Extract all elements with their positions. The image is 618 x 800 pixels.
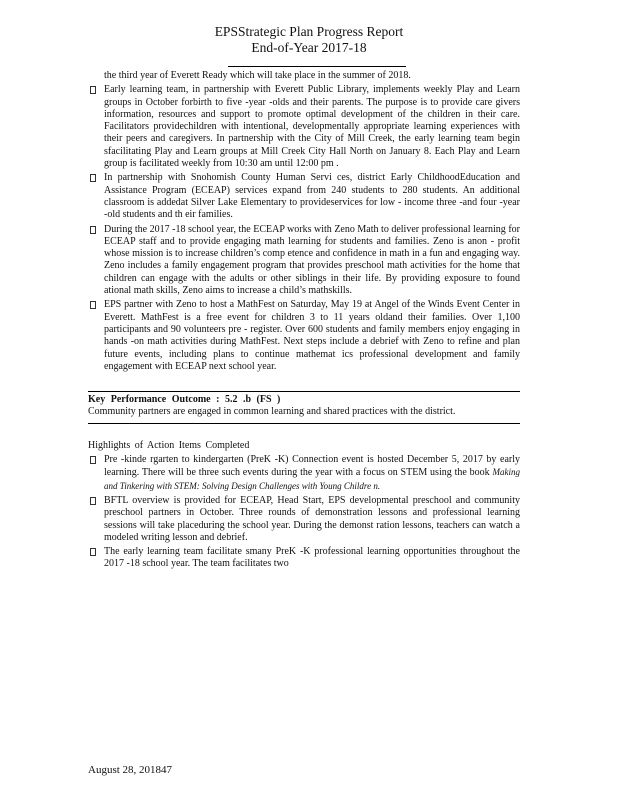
key-performance-outcome	[88, 391, 520, 424]
page-footer: August 28, 201847	[88, 764, 173, 776]
document-body	[88, 70, 520, 573]
bullet-text: Pre -kinde rgarten to kindergarten (PreK -K) Connection event is hosted December 5, 2017 by early learning. There will be three such events during the year with a focus on STEM using the book	[104, 454, 520, 479]
bullet-item	[88, 495, 520, 544]
bullet-box-icon	[90, 174, 96, 182]
bullet-box-icon	[90, 548, 96, 556]
bullet-box-icon	[90, 226, 96, 234]
title-underline	[228, 66, 406, 67]
bullet-box-icon	[90, 301, 96, 309]
report-subtitle: End-of-Year 2017-18	[251, 40, 367, 55]
bullet-item	[88, 299, 520, 373]
highlights-heading: Highlights of Action Items Completed	[88, 439, 250, 451]
bullet-item	[88, 172, 520, 221]
continuation-text: the third year of Everett Ready which will take place in the summer of 2018.	[104, 70, 411, 81]
bullet-text: The early learning team facilitate smany PreK -K professional learning opportunities throughout the 2017 -18 school year. The team facilitates two	[104, 546, 520, 570]
bullet-item	[88, 454, 520, 493]
bullet-item	[88, 224, 520, 298]
bullet-box-icon	[90, 86, 96, 94]
bullet-item	[88, 84, 520, 170]
kpo-title: Key Performance Outcome : 5.2 .b (FS )	[88, 394, 281, 406]
bullet-box-icon	[90, 497, 96, 505]
bullet-text: During the 2017 -18 school year, the ECEAP works with Zeno Math to deliver professional learning for ECEAP staff and to provide engaging math learning for students and families. Zeno is anon - profit whose mission is to increase children’s comp etence and confidence in math in a fun and engaging way. Zeno includes a family engagement program that provides preschool math activities for the home that children can engage with the adults or other siblings in their life. By providing exposure to found ational math skills, Zeno aims to increase a child’s mathskills.	[104, 223, 520, 297]
book-title: Making and Tinkering with STEM: Solving Design Challenges with Young Childre n.	[104, 467, 520, 491]
bullet-text: In partnership with Snohomish County Human Servi ces, district Early ChildhoodEducation and Assistance Program (ECEAP) services expand from 240 students to 280 students. An additional classroom is addedat Silver Lake Elementary to provideservices for low - income three -and four -year -old students and th eir families.	[104, 172, 520, 221]
report-header	[0, 24, 618, 56]
bullet-item	[88, 546, 520, 571]
bullet-box-icon	[90, 456, 96, 464]
kpo-text: Community partners are engaged in common learning and shared practices with the district.	[88, 406, 456, 418]
report-title: EPSStrategic Plan Progress Report	[214, 24, 404, 39]
bullet-text: Early learning team, in partnership with Everett Public Library, implements weekly Play and Learn groups in October forbirth to five -year -olds and their parents. The purpose is to provide care givers information, resources and support to promote optimal development of the children in their care. Facilitators providechildren with intentional, developmentally appropriate learning experiences with their peers and caregivers. In partnership with the City of Mill Creek, the early learning team begin sfacilitating Play and Learn groups at Mill Creek City Hall North on January 8. Each Play and Learn group is facilitated weekly from 10:30 am until 12:00 pm .	[104, 84, 520, 170]
bullet-text: BFTL overview is provided for ECEAP, Head Start, EPS developmental preschool and community preschool partners in October. Three rounds of demonstration lessons and professional learning sessions will take placeduring the school year. During the demonst ration lessons, teachers can watch a modeled writing lesson and debrief.	[104, 494, 520, 543]
bullet-text: EPS partner with Zeno to host a MathFest on Saturday, May 19 at Angel of the Winds Event Center in Everett. MathFest is a free event for children 3 to 11 years oldand their families. Over 1,100 participants and 90 volunteers pre - register. Over 600 students and family members enjoy engaging in hands -on math activities during MathFest. Next steps include a debrief with Zeno to refine and plan future events, including plans to continue mathemat ics professional development and family engagement with ECEAP next school year.	[104, 299, 520, 372]
